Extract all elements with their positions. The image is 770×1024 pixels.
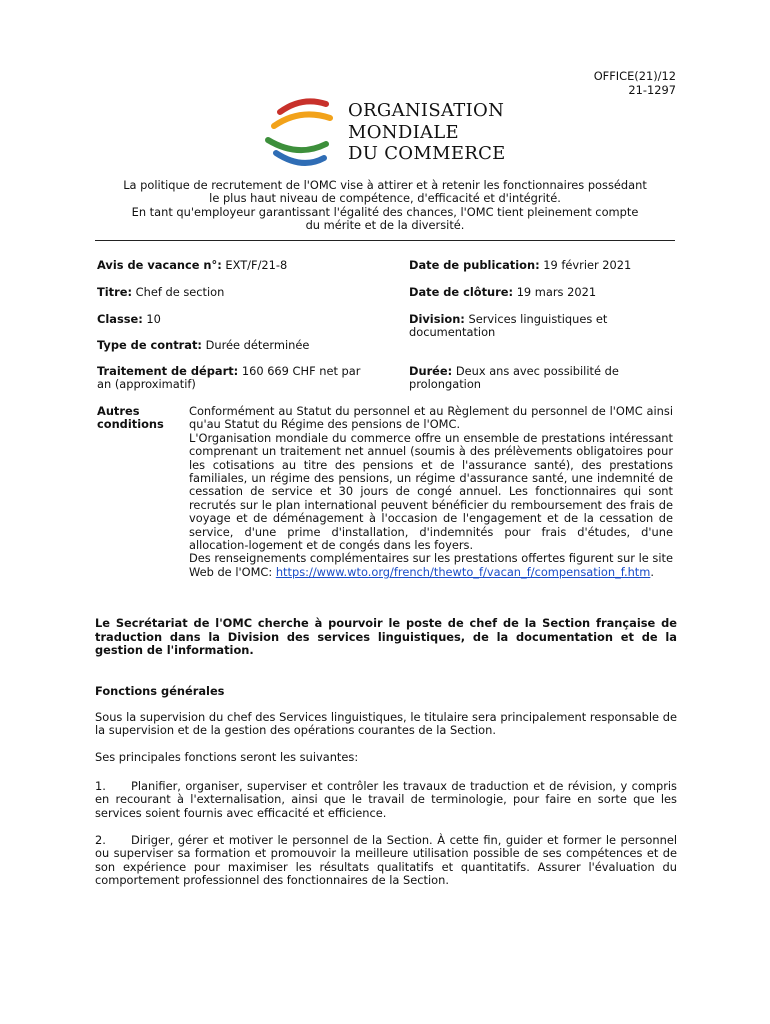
job-title xyxy=(97,286,357,299)
field-value: Durée déterminée xyxy=(205,338,310,352)
field-value: Chef de section xyxy=(135,285,225,299)
division xyxy=(409,313,627,340)
organization-name-line1: ORGANISATION xyxy=(348,100,505,121)
logo-arc-green xyxy=(268,140,326,150)
field-label: Date de clôture: xyxy=(409,285,514,299)
field-value: Deux ans avec possibilité de prolongation xyxy=(409,364,619,392)
vacancy-number xyxy=(97,259,357,272)
divider xyxy=(95,240,675,241)
logo-arc-red xyxy=(280,101,326,112)
other-conditions-label: Autres conditions xyxy=(97,404,164,432)
recruitment-policy xyxy=(95,179,675,233)
field-label: Date de publication: xyxy=(409,258,540,272)
policy-line: La politique de recrutement de l'OMC vise à attirer et à retenir les fonctionnaires possédant xyxy=(123,178,647,192)
field-label: Classe: xyxy=(97,312,143,326)
starting-salary xyxy=(97,365,362,392)
duration xyxy=(409,365,634,392)
conditions-paragraph: L'Organisation mondiale du commerce offre un ensemble de prestations intéressant comprenant un traitement net annuel (soumis à des prélèvements obligatoires pour les cotisations au titre des pensions et de l'assurance santé), des prestations familiales, un régime des pensions, un régime d'assurance santé, une indemnité de cessation de service et 30 jours de congé annuel. Les fonctionnaires qui sont recrutés sur le plan international peuvent bénéficier du remboursement des frais de voyage et de déménagement à l'occasion de l'engagement et de la cessation de service, d'une prime d'installation, d'indemnités pour frais d'études, d'une allocation-logement et de congés dans les foyers. xyxy=(189,430,673,553)
organization-name xyxy=(348,100,506,165)
grade xyxy=(97,313,357,326)
other-conditions-text xyxy=(189,405,673,579)
reference-code: OFFICE(21)/12 xyxy=(593,69,676,83)
contract-type xyxy=(97,339,357,352)
field-label: Division: xyxy=(409,312,465,326)
field-value: Services linguistiques et documentation xyxy=(409,312,608,340)
logo-arc-orange xyxy=(274,114,330,126)
compensation-link[interactable]: https://www.wto.org/french/thewto_f/vacan_f/compensation_f.htm xyxy=(275,564,651,579)
field-value: EXT/F/21-8 xyxy=(225,258,288,272)
organization-name-line3: DU COMMERCE xyxy=(348,143,506,164)
organization-name-line2: MONDIALE xyxy=(348,121,459,143)
logo-arc-blue xyxy=(276,153,324,163)
field-label: Type de contrat: xyxy=(97,338,202,352)
policy-line: du mérite et de la diversité. xyxy=(305,218,465,233)
conditions-paragraph: Conformément au Statut du personnel et au Règlement du personnel de l'OMC ainsi qu'au Statut du Régime des pensions de l'OMC. xyxy=(189,404,673,432)
field-label: Traitement de départ: xyxy=(97,364,239,378)
function-item-1: 1. Planifier, organiser, superviser et contrôler les travaux de traduction et de révision, y compris en recourant à l'externalisation, ainsi que le travail de terminologie, pour faire en sorte que les services soient fournis avec efficacité et efficience. xyxy=(95,779,677,820)
field-value: 19 mars 2021 xyxy=(516,285,597,299)
functions-intro: Ses principales fonctions seront les suivantes: xyxy=(95,750,359,764)
item-number: 1. xyxy=(95,779,106,793)
field-value: 160 669 CHF net par an (approximatif) xyxy=(97,364,361,392)
closing-date xyxy=(409,286,684,299)
general-functions-paragraph: Sous la supervision du chef des Services linguistiques, le titulaire sera principalement responsable de la supervision et de la gestion des opérations courantes de la Section. xyxy=(95,710,677,738)
item-number: 2. xyxy=(95,833,106,847)
document-reference xyxy=(594,69,676,97)
policy-line: le plus haut niveau de compétence, d'efficacité et d'intégrité. xyxy=(209,191,561,206)
function-item-2: 2. Diriger, gérer et motiver le personnel de la Section. À cette fin, guider et former le personnel ou superviser sa formation et promouvoir la meilleure utilisation possible de ses compétences et de son expérience pour maximiser les résultats qualitatifs et quantitatifs. Assurer l'évaluation du comportement professionnel des fonctionnaires de la Section. xyxy=(95,833,677,888)
field-value: 19 février 2021 xyxy=(543,258,632,272)
policy-line: En tant qu'employeur garantissant l'égalité des chances, l'OMC tient pleinement compte xyxy=(131,204,639,219)
reference-number: 21-1297 xyxy=(628,83,676,97)
field-label: Titre: xyxy=(97,285,133,299)
vacancy-intro: Le Secrétariat de l'OMC cherche à pourvoir le poste de chef de la Section française de traduction dans la Division des services linguistiques, de la documentation et de la gestion de l'information. xyxy=(95,616,677,658)
conditions-paragraph: Des renseignements complémentaires sur les prestations offertes figurent sur le site Web de l'OMC: https://www.wto.org/french/thewto_f/vacan_f/compensation_f.htm. xyxy=(189,551,673,579)
field-value: 10 xyxy=(146,312,161,326)
section-heading: Fonctions générales xyxy=(95,684,225,698)
publication-date xyxy=(409,259,684,272)
field-label: Durée: xyxy=(409,364,453,378)
field-label: Avis de vacance n°: xyxy=(97,258,222,272)
